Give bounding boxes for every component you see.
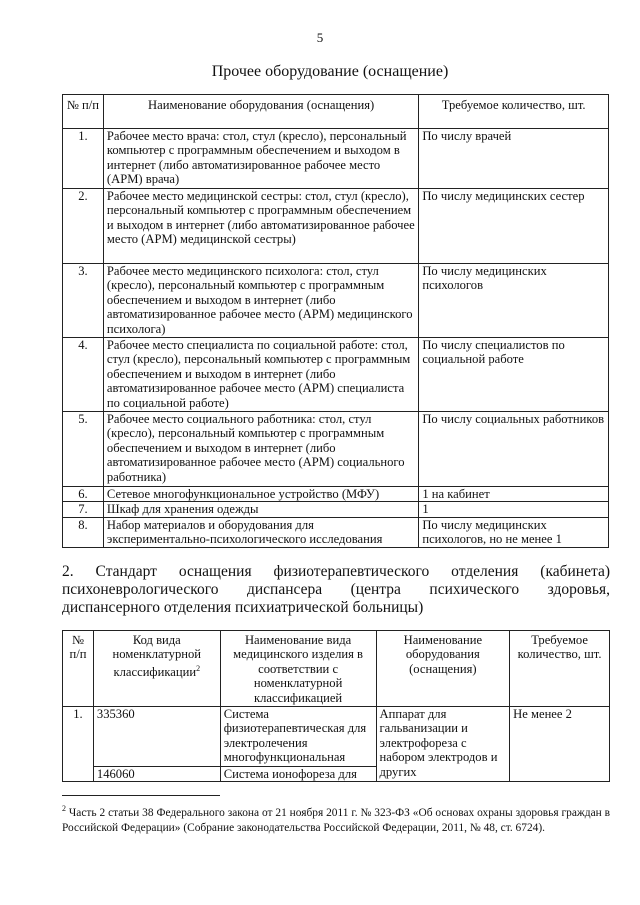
equipment-table (62, 94, 609, 548)
header-code-label: Код вида номенклатурной классификации (112, 633, 202, 679)
table-row (63, 517, 609, 547)
row-num: 3. (63, 264, 104, 338)
table-row (63, 707, 610, 767)
row-qty: По числу медицинских сестер (419, 189, 609, 264)
header-name: Наименование оборудования (оснащения) (103, 95, 418, 129)
row-num: 2. (63, 189, 104, 264)
footnote-divider (62, 795, 220, 796)
row-name: Рабочее место специалиста по социальной работе: стол, стул (кресло), персональный компьютер с программным обеспечением и выходом в интернет (либо автоматизированное рабочее место (АРМ) специалиста по социальной работе) (103, 338, 418, 412)
header-equipment: Наименование оборудования (оснащения) (376, 631, 510, 707)
row-code: 146060 (93, 767, 220, 782)
table-row (63, 412, 609, 487)
table-row (63, 189, 609, 264)
row-name: Рабочее место социального работника: стол, стул (кресло), персональный компьютер с программным обеспечением и выходом в интернет (либо автоматизированное рабочее место (АРМ) социального работника) (103, 412, 418, 487)
header-qty: Требуемое количество, шт. (510, 631, 610, 707)
row-num: 5. (63, 412, 104, 487)
footnote (62, 801, 610, 837)
row-name: Рабочее место врача: стол, стул (кресло), персональный компьютер с программным обеспечением и выходом в интернет (либо автоматизированное рабочее место (АРМ) врача) (103, 129, 418, 189)
table-row (63, 264, 609, 338)
row-qty: 1 (419, 502, 609, 517)
header-num: № п/п (63, 631, 94, 707)
row-num: 8. (63, 517, 104, 547)
header-code (93, 631, 220, 707)
row-num: 6. (63, 487, 104, 502)
row-device: Система физиотерапевтическая для электролечения многофункциональная (220, 707, 376, 767)
row-code: 335360 (93, 707, 220, 767)
row-name: Рабочее место медицинского психолога: стол, стул (кресло), персональный компьютер с программным обеспечением и выходом в интернет (либо автоматизированное рабочее место (АРМ) медицинского психолога) (103, 264, 418, 338)
section-heading: 2. Стандарт оснащения физиотерапевтического отделения (кабинета) психоневрологического диспансера (центра психического здоровья, диспансерного отделения психиатрической больницы) (62, 563, 610, 616)
footnote-text: Часть 2 статьи 38 Федерального закона от 21 ноября 2011 г. № 323-ФЗ «Об основах охраны здоровья граждан в Российской Федерации» (Собрание законодательства Российской Федерации, 2011, № 48, ст. 6724). (62, 806, 610, 835)
row-qty: Не менее 2 (510, 707, 610, 782)
table-row (63, 502, 609, 517)
table-row (63, 338, 609, 412)
footnote-marker: 2 (62, 804, 66, 813)
row-num: 4. (63, 338, 104, 412)
row-name: Рабочее место медицинской сестры: стол, стул (кресло), персональный компьютер с программным обеспечением и выходом в интернет (либо автоматизированное рабочее место (АРМ) медицинской сестры) (103, 189, 418, 264)
row-num: 1. (63, 129, 104, 189)
row-name: Сетевое многофункциональное устройство (МФУ) (103, 487, 418, 502)
row-qty: По числу медицинских психологов (419, 264, 609, 338)
header-device: Наименование вида медицинского изделия в соответствии с номенклатурной классификацией (220, 631, 376, 707)
footnote-marker: 2 (196, 663, 201, 673)
table-row (63, 487, 609, 502)
page-number: 5 (316, 30, 324, 45)
header-qty: Требуемое количество, шт. (419, 95, 609, 129)
row-num: 7. (63, 502, 104, 517)
row-equipment: Аппарат для гальванизации и электрофореза с набором электродов и других (376, 707, 510, 782)
row-qty: По числу специалистов по социальной работе (419, 338, 609, 412)
header-num: № п/п (63, 95, 104, 129)
row-device: Система ионофореза для (220, 767, 376, 782)
table-header-row (63, 95, 609, 129)
row-qty: По числу социальных работников (419, 412, 609, 487)
table-row (63, 129, 609, 189)
section-title: Прочее оборудование (оснащение) (211, 63, 449, 80)
row-name: Шкаф для хранения одежды (103, 502, 418, 517)
physiotherapy-equipment-table (62, 630, 610, 782)
row-num: 1. (63, 707, 94, 782)
table-header-row (63, 631, 610, 707)
row-qty: 1 на кабинет (419, 487, 609, 502)
row-name: Набор материалов и оборудования для экспериментально-психологического исследования (103, 517, 418, 547)
row-qty: По числу медицинских психологов, но не менее 1 (419, 517, 609, 547)
row-qty: По числу врачей (419, 129, 609, 189)
